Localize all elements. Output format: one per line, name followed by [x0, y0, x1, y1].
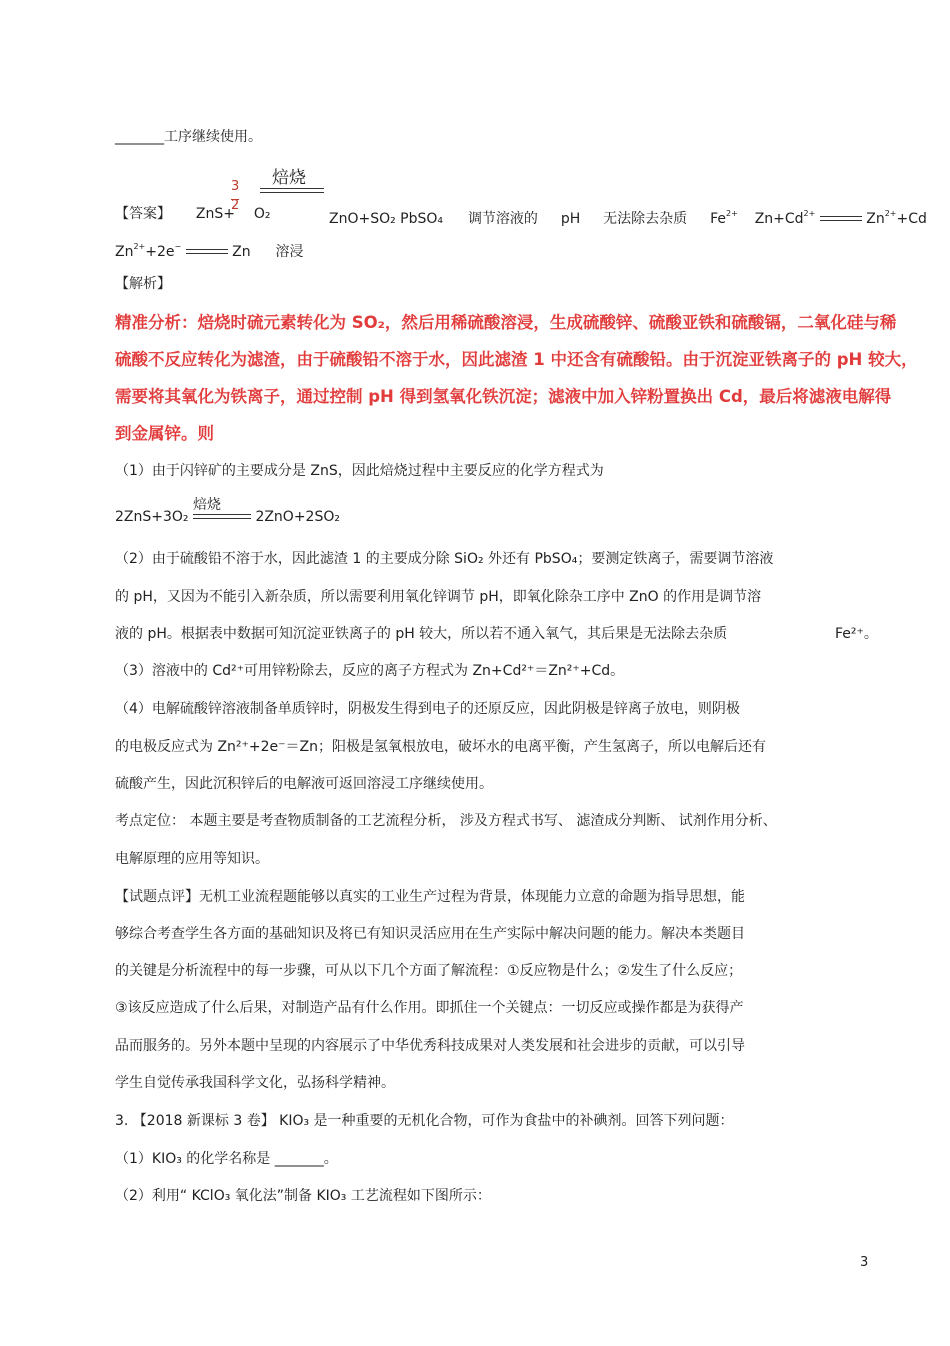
kaodian-line-2: 电解原理的应用等知识。	[115, 851, 269, 867]
dianping-line-2: 够综合考查学生各方面的基础知识及将已有知识灵活应用在生产实际中解决问题的能力。解决本类题目	[115, 926, 745, 942]
line2-sup2: −	[174, 242, 182, 251]
answer-part7: Zn+Cd	[754, 211, 804, 227]
para-2-line-1: （2）由于硫酸铅不溶于水，因此滤渣 1 的主要成分除 SiO₂ 外还有 PbSO₄；要测定铁离子，需要调节溶液	[115, 551, 774, 567]
ion-equal-sign	[820, 213, 862, 225]
fraction-denominator: 2	[231, 198, 240, 213]
line2-rongjin: 溶浸	[275, 244, 304, 260]
dianping-line-3: 的关键是分析流程中的每一步骤，可从以下几个方面了解流程：①反应物是什么；②发生了什么反应；	[115, 963, 743, 979]
eq1-label: 焙烧	[193, 497, 221, 513]
eq1-equal-sign	[193, 511, 251, 523]
line2-zn: Zn	[115, 244, 134, 260]
answer-part6: Fe	[710, 211, 726, 227]
analysis-label: 【解析】	[115, 276, 171, 292]
para-4-line-1: （4）电解硫酸锌溶液制备单质锌时，阴极发生得到电子的还原反应，因此阴极是锌离子放电，则阴极	[115, 701, 740, 717]
kaodian-line-1: 考点定位： 本题主要是考查物质制备的工艺流程分析， 涉及方程式书写、 滤渣成分判断、 试剂作用分析、	[115, 813, 777, 829]
question-3-part-2: （2）利用“ KClO₃ 氧化法”制备 KIO₃ 工艺流程如下图所示：	[115, 1188, 491, 1204]
answer-line-right	[329, 205, 927, 228]
answer-part2: ZnO+SO₂ PbSO₄	[329, 211, 444, 227]
dianping-line-6: 学生自觉传承我国科学文化，弘扬科学精神。	[115, 1075, 395, 1091]
dianping-line-4: ③该反应造成了什么后果，对制造产品有什么作用。即抓住一个关键点：一切反应或操作都是为获得产	[115, 1000, 744, 1016]
question-3: 3. 【2018 新课标 3 卷】 KIO₃ 是一种重要的无机化合物，可作为食盐中的补碘剂。回答下列问题：	[115, 1113, 734, 1129]
answer-part5: 无法除去杂质	[603, 211, 688, 227]
answer-label: 【答案】	[115, 206, 171, 222]
para-1: （1）由于闪锌矿的主要成分是 ZnS，因此焙烧过程中主要反应的化学方程式为	[115, 463, 604, 479]
answer-part1b: O₂	[253, 206, 271, 222]
answer-part3: 调节溶液的	[467, 211, 538, 227]
answer-part8-sup: 2+	[884, 209, 897, 218]
dianping-line-5: 品而服务的。另外本题中呈现的内容展示了中华优秀科技成果对人类发展和社会进步的贡献，可以引导	[115, 1038, 745, 1054]
line2-e: +2e	[145, 244, 175, 260]
answer-line-2	[115, 238, 304, 261]
roast-equal-sign	[260, 185, 324, 197]
answer-part8b: +Cd	[896, 211, 927, 227]
line2-sup: 2+	[133, 242, 146, 251]
para-3: （3）溶液中的 Cd²⁺可用锌粉除去，反应的离子方程式为 Zn+Cd²⁺＝Zn²⁺+Cd。	[115, 663, 625, 679]
para-2-line-2: 的 pH，又因为不能引入新杂质，所以需要利用氧化锌调节 pH，即氧化除杂工序中 ZnO 的作用是调节溶	[115, 589, 762, 605]
answer-part7-sup: 2+	[803, 209, 816, 218]
electrode-equal-sign	[186, 246, 228, 258]
para-4-line-2: 的电极反应式为 Zn²⁺+2e⁻＝Zn；阳极是氢氧根放电，破坏水的电离平衡，产生氢离子，所以电解后还有	[115, 739, 767, 755]
red-line-3: 需要将其氧化为铁离子，通过控制 pH 得到氢氧化铁沉淀；滤液中加入锌粉置换出 Cd，最后将滤液电解得	[115, 387, 892, 406]
answer-part6-sup: 2+	[725, 209, 738, 218]
red-line-4: 到金属锌。则	[115, 424, 214, 443]
red-line-2: 硫酸不反应转化为滤渣，由于硫酸铅不溶于水，因此滤渣 1 中还含有硫酸铅。由于沉淀亚铁离子的 pH 较大，	[115, 350, 918, 369]
answer-part4: pH	[560, 211, 581, 227]
answer-part8: Zn	[866, 211, 885, 227]
eq1-left: 2ZnS+3O₂	[115, 509, 189, 525]
para-2-line-3: 液的 pH。根据表中数据可知沉淀亚铁离子的 pH 较大，所以若不通入氧气，其后果是无法除去杂质	[115, 626, 728, 642]
answer-line	[115, 205, 271, 223]
roast-label: 焙烧	[272, 168, 306, 188]
page-number: 3	[860, 1255, 869, 1270]
eq1-line	[115, 508, 340, 526]
fraction-numerator: 3	[231, 179, 240, 194]
top-line: _______工序继续使用。	[115, 129, 262, 145]
answer-part1: ZnS+	[195, 206, 235, 222]
red-line-1: 精准分析：焙烧时硫元素转化为 SO₂，然后用稀硫酸溶浸，生成硫酸锌、硫酸亚铁和硫酸镉，二氧化硅与稀	[115, 313, 897, 332]
dianping-line-1: 【试题点评】无机工业流程题能够以真实的工业生产过程为背景，体现能力立意的命题为指导思想，能	[115, 889, 745, 905]
para-4-line-3: 硫酸产生，因此沉积锌后的电解液可返回溶浸工序继续使用。	[115, 776, 493, 792]
question-3-part-1: （1）KIO₃ 的化学名称是 _______。	[115, 1151, 338, 1167]
line2-zn-product: Zn	[232, 244, 251, 260]
eq1-right: 2ZnO+2SO₂	[255, 509, 340, 525]
para-2-tail: Fe²⁺。	[835, 626, 878, 642]
